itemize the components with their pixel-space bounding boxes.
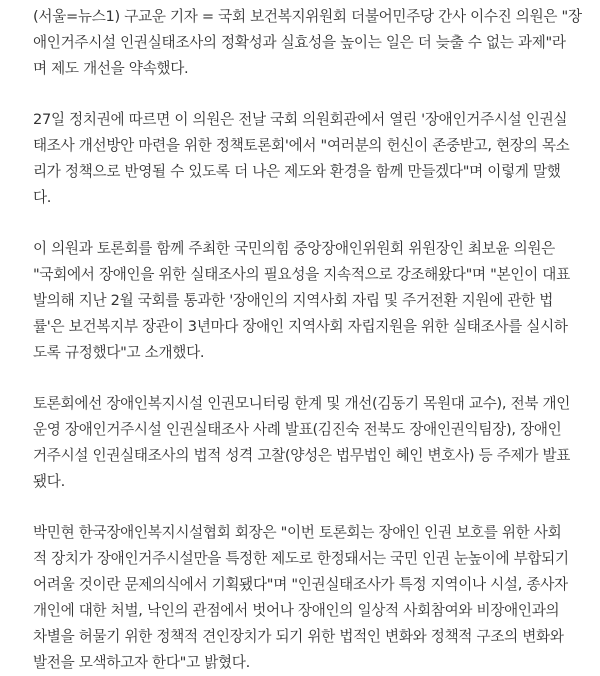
paragraph-3 [33,236,586,366]
paragraph-line: 며 제도 개선을 약속했다. [33,60,189,77]
paragraph-line: 거주시설 인권실태조사의 법적 성격 고찰(양성은 법무법인 혜인 변호사) 등 주제가 발표 [33,447,571,464]
paragraph-line: 다. [33,189,52,206]
paragraph-line: 27일 정치권에 따르면 이 의원은 전날 국회 의원회관에서 열린 '장애인거주시설 인권실 [33,111,568,128]
paragraph-2 [33,107,586,211]
paragraph-line: 발의해 지난 2월 국회를 통과한 '장애인의 지역사회 자립 및 주거전환 지원에 관한 법 [33,292,554,309]
paragraph-line: 도록 규정했다"고 소개했다. [33,344,205,361]
paragraph-line: 어려울 것이란 문제의식에서 기획됐다"며 "인권실태조사가 특정 지역이나 시설, 종사자 [33,576,568,593]
paragraph-4 [33,391,586,495]
paragraph-line: 개인에 대한 처벌, 낙인의 관점에서 벗어나 장애인의 일상적 사회참여와 비장애인과의 [33,602,560,619]
paragraph-5 [33,520,586,676]
paragraph-line: 률'은 보건복지부 장관이 3년마다 장애인 지역사회 자립지원을 위한 실태조사를 실시하 [33,318,568,335]
paragraph-line: 애인거주시설 인권실태조사의 정확성과 실효성을 높이는 일은 더 늦출 수 없는 과제"라 [33,34,566,51]
paragraph-line: 리가 정책으로 반영될 수 있도록 더 나은 제도와 환경을 함께 만들겠다"며 이렇게 말했 [33,163,561,180]
paragraph-line: (서울=뉴스1) 구교운 기자 = 국회 보건복지위원회 더불어민주당 간사 이수진 의원은 "장 [33,8,582,25]
paragraph-line: 적 장치가 장애인거주시설만을 특정한 제도로 한정돼서는 국민 인권 눈높이에 부합되기 [33,550,569,567]
paragraph-line: 됐다. [33,473,65,490]
paragraph-line: 운영 장애인거주시설 인권실태조사 사례 발표(김진숙 전북도 장애인권익팀장), 장애인 [33,421,562,438]
paragraph-line: 토론회에선 장애인복지시설 인권모니터링 한계 및 개선(김동기 목원대 교수), 전북 개인 [33,395,571,412]
paragraph-line: 태조사 개선방안 마련을 위한 정책토론회'에서 "여러분의 헌신이 존중받고, 현장의 목소 [33,137,570,154]
paragraph-line: 이 의원과 토론회를 함께 주최한 국민의힘 중앙장애인위원회 위원장인 최보윤 의원은 [33,240,555,257]
paragraph-1 [33,4,586,82]
paragraph-line: 차별을 허물기 위한 정책적 견인장치가 되기 위한 법적인 변화와 정책적 구조의 변화와 [33,628,564,645]
paragraph-line: "국회에서 장애인을 위한 실태조사의 필요성을 지속적으로 강조해왔다"며 "본인이 대표 [33,266,570,283]
paragraph-line: 박민현 한국장애인복지시설협회 회장은 "이번 토론회는 장애인 인권 보호를 위한 사회 [33,524,562,541]
paragraph-line: 발전을 모색하고자 한다"고 밝혔다. [33,654,250,671]
